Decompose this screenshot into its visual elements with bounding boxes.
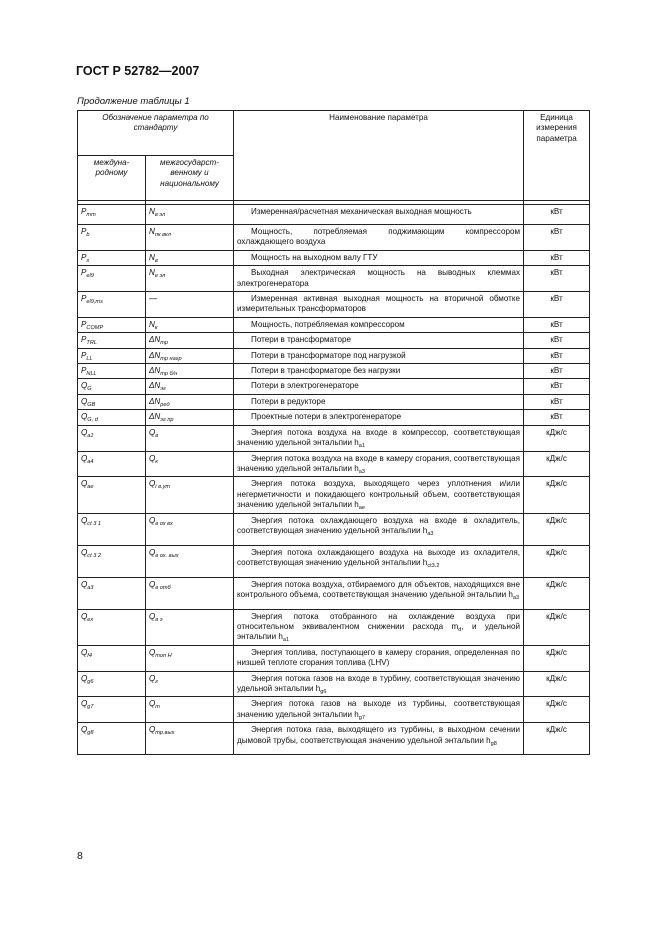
international-symbol	[78, 645, 146, 671]
international-symbol	[78, 250, 146, 265]
unit-cell: кВт	[524, 394, 590, 409]
symbol-subscript: в ох. вых	[155, 552, 179, 559]
table-row	[78, 645, 590, 671]
symbol-subscript: TRL	[86, 340, 97, 347]
symbol-base: ΔN	[149, 350, 161, 360]
symbol-subscript: el9	[86, 273, 94, 280]
parameter-name	[234, 671, 524, 697]
parameter-text: Мощность на выходном валу ГТУ	[251, 252, 378, 262]
table-row	[78, 348, 590, 363]
symbol-base: Q	[81, 725, 88, 735]
symbol-base: Q	[149, 725, 156, 735]
symbol-subscript: COMP	[86, 324, 104, 331]
international-symbol	[78, 333, 146, 348]
symbol-subscript: эг пр	[160, 417, 174, 424]
symbol-base: N	[149, 252, 155, 262]
symbol-subscript: топ Н	[155, 652, 172, 659]
symbol-base: Q	[81, 412, 88, 422]
national-symbol	[146, 451, 234, 477]
table-caption: Продолжение таблицы 1	[77, 96, 190, 107]
unit-cell: кДж/с	[524, 697, 590, 723]
symbol-base: Q	[149, 579, 156, 589]
symbol-base: N	[149, 268, 155, 278]
national-symbol	[146, 671, 234, 697]
international-symbol	[78, 451, 146, 477]
table-row	[78, 477, 590, 513]
unit-cell: кДж/с	[524, 545, 590, 577]
symbol-base: Q	[149, 699, 156, 709]
international-symbol	[78, 671, 146, 697]
symbol-base: Q	[149, 611, 156, 621]
unit-cell: кДж/с	[524, 513, 590, 545]
international-symbol	[78, 225, 146, 251]
parameter-text: Потери в трансформаторе под нагрузкой	[251, 350, 406, 360]
symbol-base: P	[81, 294, 87, 304]
symbol-base: Q	[81, 647, 88, 657]
unit-cell: кВт	[524, 410, 590, 425]
table-row	[78, 671, 590, 697]
symbol-base: Q	[81, 515, 88, 525]
symbol-subscript: ред	[160, 401, 170, 408]
symbol-subscript: G	[87, 386, 92, 393]
parameter-name	[234, 205, 524, 225]
parameter-name	[234, 477, 524, 513]
parameter-text: Мощность, потребляемая поджимающим компрессором охлаждающего воздуха	[237, 227, 521, 247]
symbol-base: Q	[81, 479, 88, 489]
unit-cell: кВт	[524, 333, 590, 348]
symbol-subscript: mm	[86, 212, 96, 218]
symbol-subscript: пк вкл	[154, 232, 171, 238]
symbol-subscript: LL	[86, 355, 93, 362]
parameter-text: Потери в редукторе	[251, 396, 326, 406]
symbol-base: Q	[81, 579, 88, 589]
symbol-subscript: a4	[87, 458, 94, 465]
symbol-base: ΔN	[149, 396, 161, 406]
symbol-subscript: f4	[87, 652, 92, 659]
symbol-subscript: в эл	[154, 212, 166, 218]
symbol-subscript: GB	[87, 401, 96, 408]
symbol-base: P	[81, 227, 87, 236]
parameter-text: Измеренная/расчетная механическая выходная мощность	[251, 207, 472, 216]
symbol-base: ΔN	[149, 335, 161, 345]
symbol-base: Q	[81, 699, 88, 709]
symbol-subscript: к	[155, 458, 158, 465]
international-symbol	[78, 410, 146, 425]
parameter-name	[234, 645, 524, 671]
symbol-subscript: тр нагр	[160, 355, 182, 362]
symbol-base: Q	[81, 547, 88, 557]
symbol-base: Q	[81, 453, 88, 463]
symbol-subscript: в	[155, 432, 159, 439]
unit-cell: кДж/с	[524, 609, 590, 645]
national-symbol	[146, 266, 234, 292]
international-symbol	[78, 266, 146, 292]
national-symbol	[146, 348, 234, 363]
unit-cell: кВт	[524, 317, 590, 332]
parameter-name	[234, 364, 524, 379]
symbol-base: Q	[149, 547, 156, 557]
parameter-subscript: a1	[358, 443, 366, 450]
parameter-text: Энергия потока охлаждающего воздуха на входе в охладитель, соответствующая значению удельной энтальпии h	[237, 515, 521, 535]
parameter-subscript: ae	[358, 505, 366, 512]
symbol-base: Q	[81, 396, 88, 406]
symbol-base: Q	[81, 427, 88, 437]
parameter-text: Потери в электрогенераторе	[251, 381, 359, 391]
symbol-base: P	[81, 319, 87, 329]
table-body	[78, 201, 590, 755]
parameter-subscript: ct3.2	[427, 562, 440, 569]
parameter-subscript: g6	[320, 688, 327, 695]
unit-cell: кДж/с	[524, 645, 590, 671]
parameter-name	[234, 577, 524, 609]
parameter-name	[234, 348, 524, 363]
international-symbol	[78, 513, 146, 545]
page-number: 8	[77, 850, 83, 862]
parameter-text: Выходная электрическая мощность на выводных клеммах электрогенератора	[237, 268, 521, 288]
symbol-base: Q	[149, 453, 156, 463]
unit-cell: кВт	[524, 379, 590, 394]
international-symbol	[78, 577, 146, 609]
symbol-base: Q	[149, 647, 156, 657]
national-symbol	[146, 379, 234, 394]
national-symbol	[146, 410, 234, 425]
unit-cell: кДж/с	[524, 477, 590, 513]
parameter-name	[234, 545, 524, 577]
symbol-subscript: в э	[155, 616, 163, 623]
parameter-name	[234, 379, 524, 394]
symbol-subscript: е эл	[154, 273, 166, 280]
symbol-subscript: тр.вых	[155, 730, 175, 737]
unit-cell: кВт	[524, 205, 590, 225]
unit-cell: кВт	[524, 266, 590, 292]
symbol-subscript: a3	[87, 584, 94, 591]
parameter-name	[234, 250, 524, 265]
national-symbol	[146, 394, 234, 409]
symbol-base: —	[149, 294, 158, 304]
international-symbol	[78, 205, 146, 225]
unit-cell: кДж/с	[524, 425, 590, 451]
parameter-text-tail: , и удельной энтальпии h	[237, 621, 521, 642]
symbol-base: Q	[149, 427, 156, 437]
parameter-text: Энергия потока газа, выходящего из турбины, в выходном сечении дымовой трубы, соответствующая значению удельной энтальпии h	[237, 725, 521, 745]
table-row	[78, 545, 590, 577]
national-symbol	[146, 425, 234, 451]
international-symbol	[78, 348, 146, 363]
national-symbol	[146, 333, 234, 348]
parameter-text: Мощность, потребляемая компрессором	[251, 319, 405, 329]
parameter-text: Энергия потока воздуха на входе в камеру сгорания, соответствующая значению удельной энтальпии h	[237, 453, 521, 473]
parameter-text: Потери в трансформаторе	[251, 335, 351, 345]
table-row	[78, 513, 590, 545]
parameter-name	[234, 425, 524, 451]
symbol-subscript: г	[155, 678, 159, 685]
designation-header: Обозначение параметра по стандарту	[78, 111, 234, 156]
unit-cell: кДж/с	[524, 577, 590, 609]
symbol-base: P	[81, 335, 87, 345]
international-symbol	[78, 723, 146, 755]
international-symbol	[78, 609, 146, 645]
parameter-subscript: d	[458, 626, 462, 633]
symbol-base: P	[81, 207, 87, 216]
symbol-subscript: в	[154, 257, 158, 264]
table-row	[78, 292, 590, 318]
symbol-subscript: i в.ут	[155, 484, 171, 491]
national-symbol	[146, 545, 234, 577]
parameter-name	[234, 697, 524, 723]
parameter-name	[234, 266, 524, 292]
symbol-subscript: ae	[87, 484, 94, 491]
national-symbol	[146, 513, 234, 545]
unit-cell: кДж/с	[524, 451, 590, 477]
national-symbol	[146, 250, 234, 265]
parameter-text: Потери в трансформаторе без нагрузки	[251, 366, 401, 376]
parameter-name	[234, 333, 524, 348]
symbol-base: P	[81, 252, 87, 262]
symbol-subscript: т	[155, 704, 160, 711]
symbol-base: Q	[81, 381, 88, 391]
parameter-subscript: a1	[282, 637, 290, 644]
symbol-base: Q	[81, 611, 88, 621]
symbol-base: N	[149, 227, 155, 236]
parameters-table	[77, 110, 590, 755]
table-row	[78, 451, 590, 477]
table-row	[78, 266, 590, 292]
parameter-name	[234, 394, 524, 409]
unit-cell: кВт	[524, 348, 590, 363]
parameter-name	[234, 292, 524, 318]
parameter-subscript: g8	[490, 740, 497, 747]
symbol-base: P	[81, 268, 87, 278]
parameter-text: Энергия потока воздуха на входе в компрессор, соответствующая значению удельной энтальпии h	[237, 427, 521, 448]
table-row	[78, 577, 590, 609]
parameter-name	[234, 317, 524, 332]
table-row	[78, 697, 590, 723]
international-symbol	[78, 364, 146, 379]
table-row	[78, 379, 590, 394]
table-row	[78, 333, 590, 348]
international-symbol	[78, 317, 146, 332]
international-header: междуна- родному	[78, 156, 146, 201]
table-row	[78, 250, 590, 265]
parameter-text: Проектные потери в электрогенераторе	[251, 412, 402, 422]
table-row	[78, 425, 590, 451]
international-symbol	[78, 292, 146, 318]
table-row	[78, 410, 590, 425]
table-row	[78, 364, 590, 379]
parameter-name	[234, 410, 524, 425]
parameter-text: Энергия потока газов на входе в турбину, соответствующая значению удельной энтальпии h	[237, 673, 521, 693]
unit-cell: кВт	[524, 250, 590, 265]
symbol-subscript: NLL	[86, 371, 97, 378]
parameter-name	[234, 609, 524, 645]
symbol-base: P	[81, 366, 87, 376]
national-symbol	[146, 577, 234, 609]
name-header: Наименование параметра	[234, 111, 524, 201]
national-symbol	[146, 292, 234, 318]
unit-cell: кВт	[524, 364, 590, 379]
parameter-text: Измеренная активная выходная мощность на вторичной обмотке измерительных трансформаторов	[237, 294, 521, 314]
symbol-subscript: el9,ms	[86, 299, 103, 306]
symbol-base: Q	[149, 673, 156, 683]
symbol-base: ΔN	[149, 366, 161, 376]
symbol-base: ΔN	[149, 381, 161, 391]
table-row	[78, 205, 590, 225]
symbol-subscript: ex	[87, 616, 94, 623]
symbol-subscript: в отб	[155, 584, 171, 591]
parameter-text: Энергия потока охлаждающего воздуха на выходе из охладителя, соответствующая значению удельной энтальпии h	[237, 547, 521, 567]
symbol-subscript: тр	[160, 340, 168, 347]
parameter-subscript: a3	[358, 468, 366, 475]
symbol-base: Q	[149, 479, 156, 489]
national-symbol	[146, 364, 234, 379]
parameter-name	[234, 225, 524, 251]
table-row	[78, 723, 590, 755]
international-symbol	[78, 477, 146, 513]
symbol-subscript: тр б/н	[160, 371, 178, 378]
table-row	[78, 225, 590, 251]
symbol-subscript: ct 3 2	[87, 552, 101, 559]
symbol-subscript: ct 3 1	[87, 520, 101, 527]
unit-cell: кДж/с	[524, 723, 590, 755]
international-symbol	[78, 394, 146, 409]
unit-header: Единица измерения параметра	[524, 111, 590, 201]
national-symbol	[146, 723, 234, 755]
symbol-base: N	[149, 207, 155, 216]
national-symbol	[146, 697, 234, 723]
symbol-subscript: g6	[87, 678, 94, 685]
symbol-subscript: a1	[87, 432, 94, 439]
symbol-subscript: G, d	[87, 417, 98, 424]
symbol-subscript: g7	[87, 704, 94, 711]
national-symbol	[146, 609, 234, 645]
symbol-subscript: к	[154, 324, 158, 331]
national-symbol	[146, 317, 234, 332]
national-symbol	[146, 205, 234, 225]
symbol-base: P	[81, 350, 87, 360]
national-symbol	[146, 477, 234, 513]
parameter-text: Энергия потока воздуха, выходящего через уплотнения и/или негерметичности и покидающего контрольный объем, соответствующая значению удельной энтальпии h	[237, 479, 521, 510]
document-header: ГОСТ Р 52782—2007	[76, 64, 200, 78]
national-symbol	[146, 645, 234, 671]
international-symbol	[78, 545, 146, 577]
parameter-name	[234, 723, 524, 755]
symbol-subscript: g8	[87, 730, 94, 737]
international-symbol	[78, 697, 146, 723]
parameter-subscript: g7	[358, 714, 366, 721]
symbol-subscript: b	[86, 232, 90, 238]
unit-cell: кВт	[524, 225, 590, 251]
parameter-text: Энергия топлива, поступающего в камеру сгорания, определенная по низшей теплоте сгорания топлива (LHV)	[237, 647, 521, 668]
symbol-subscript: в ох вх	[155, 520, 173, 527]
parameter-text: Энергия потока воздуха, отбираемого для объектов, находящихся вне контрольного объема, соответствующая значению удельной энтальпии h	[237, 579, 521, 599]
international-symbol	[78, 379, 146, 394]
symbol-base: N	[149, 319, 155, 329]
symbol-subscript: s	[86, 257, 90, 264]
parameter-subscript: a3	[512, 594, 520, 601]
unit-cell: кДж/с	[524, 671, 590, 697]
table-row	[78, 609, 590, 645]
parameter-name	[234, 513, 524, 545]
symbol-base: ΔN	[149, 412, 161, 422]
symbol-base: Q	[149, 515, 156, 525]
parameter-name	[234, 451, 524, 477]
national-header: межгосударст- венному и национальному	[146, 156, 234, 201]
national-symbol	[146, 225, 234, 251]
parameter-text: Энергия потока газов на выходе из турбины, соответствующая значению удельной энтальпии h	[237, 699, 521, 719]
unit-cell: кВт	[524, 292, 590, 318]
international-symbol	[78, 425, 146, 451]
table-row	[78, 317, 590, 332]
symbol-base: Q	[81, 673, 88, 683]
parameter-text: Энергия потока отобранного на охлаждение воздуха при относительном эквивалентном снижении расхода m	[237, 611, 521, 631]
parameter-subscript: a3	[427, 530, 434, 537]
table-row	[78, 394, 590, 409]
symbol-subscript: эг	[160, 386, 166, 393]
